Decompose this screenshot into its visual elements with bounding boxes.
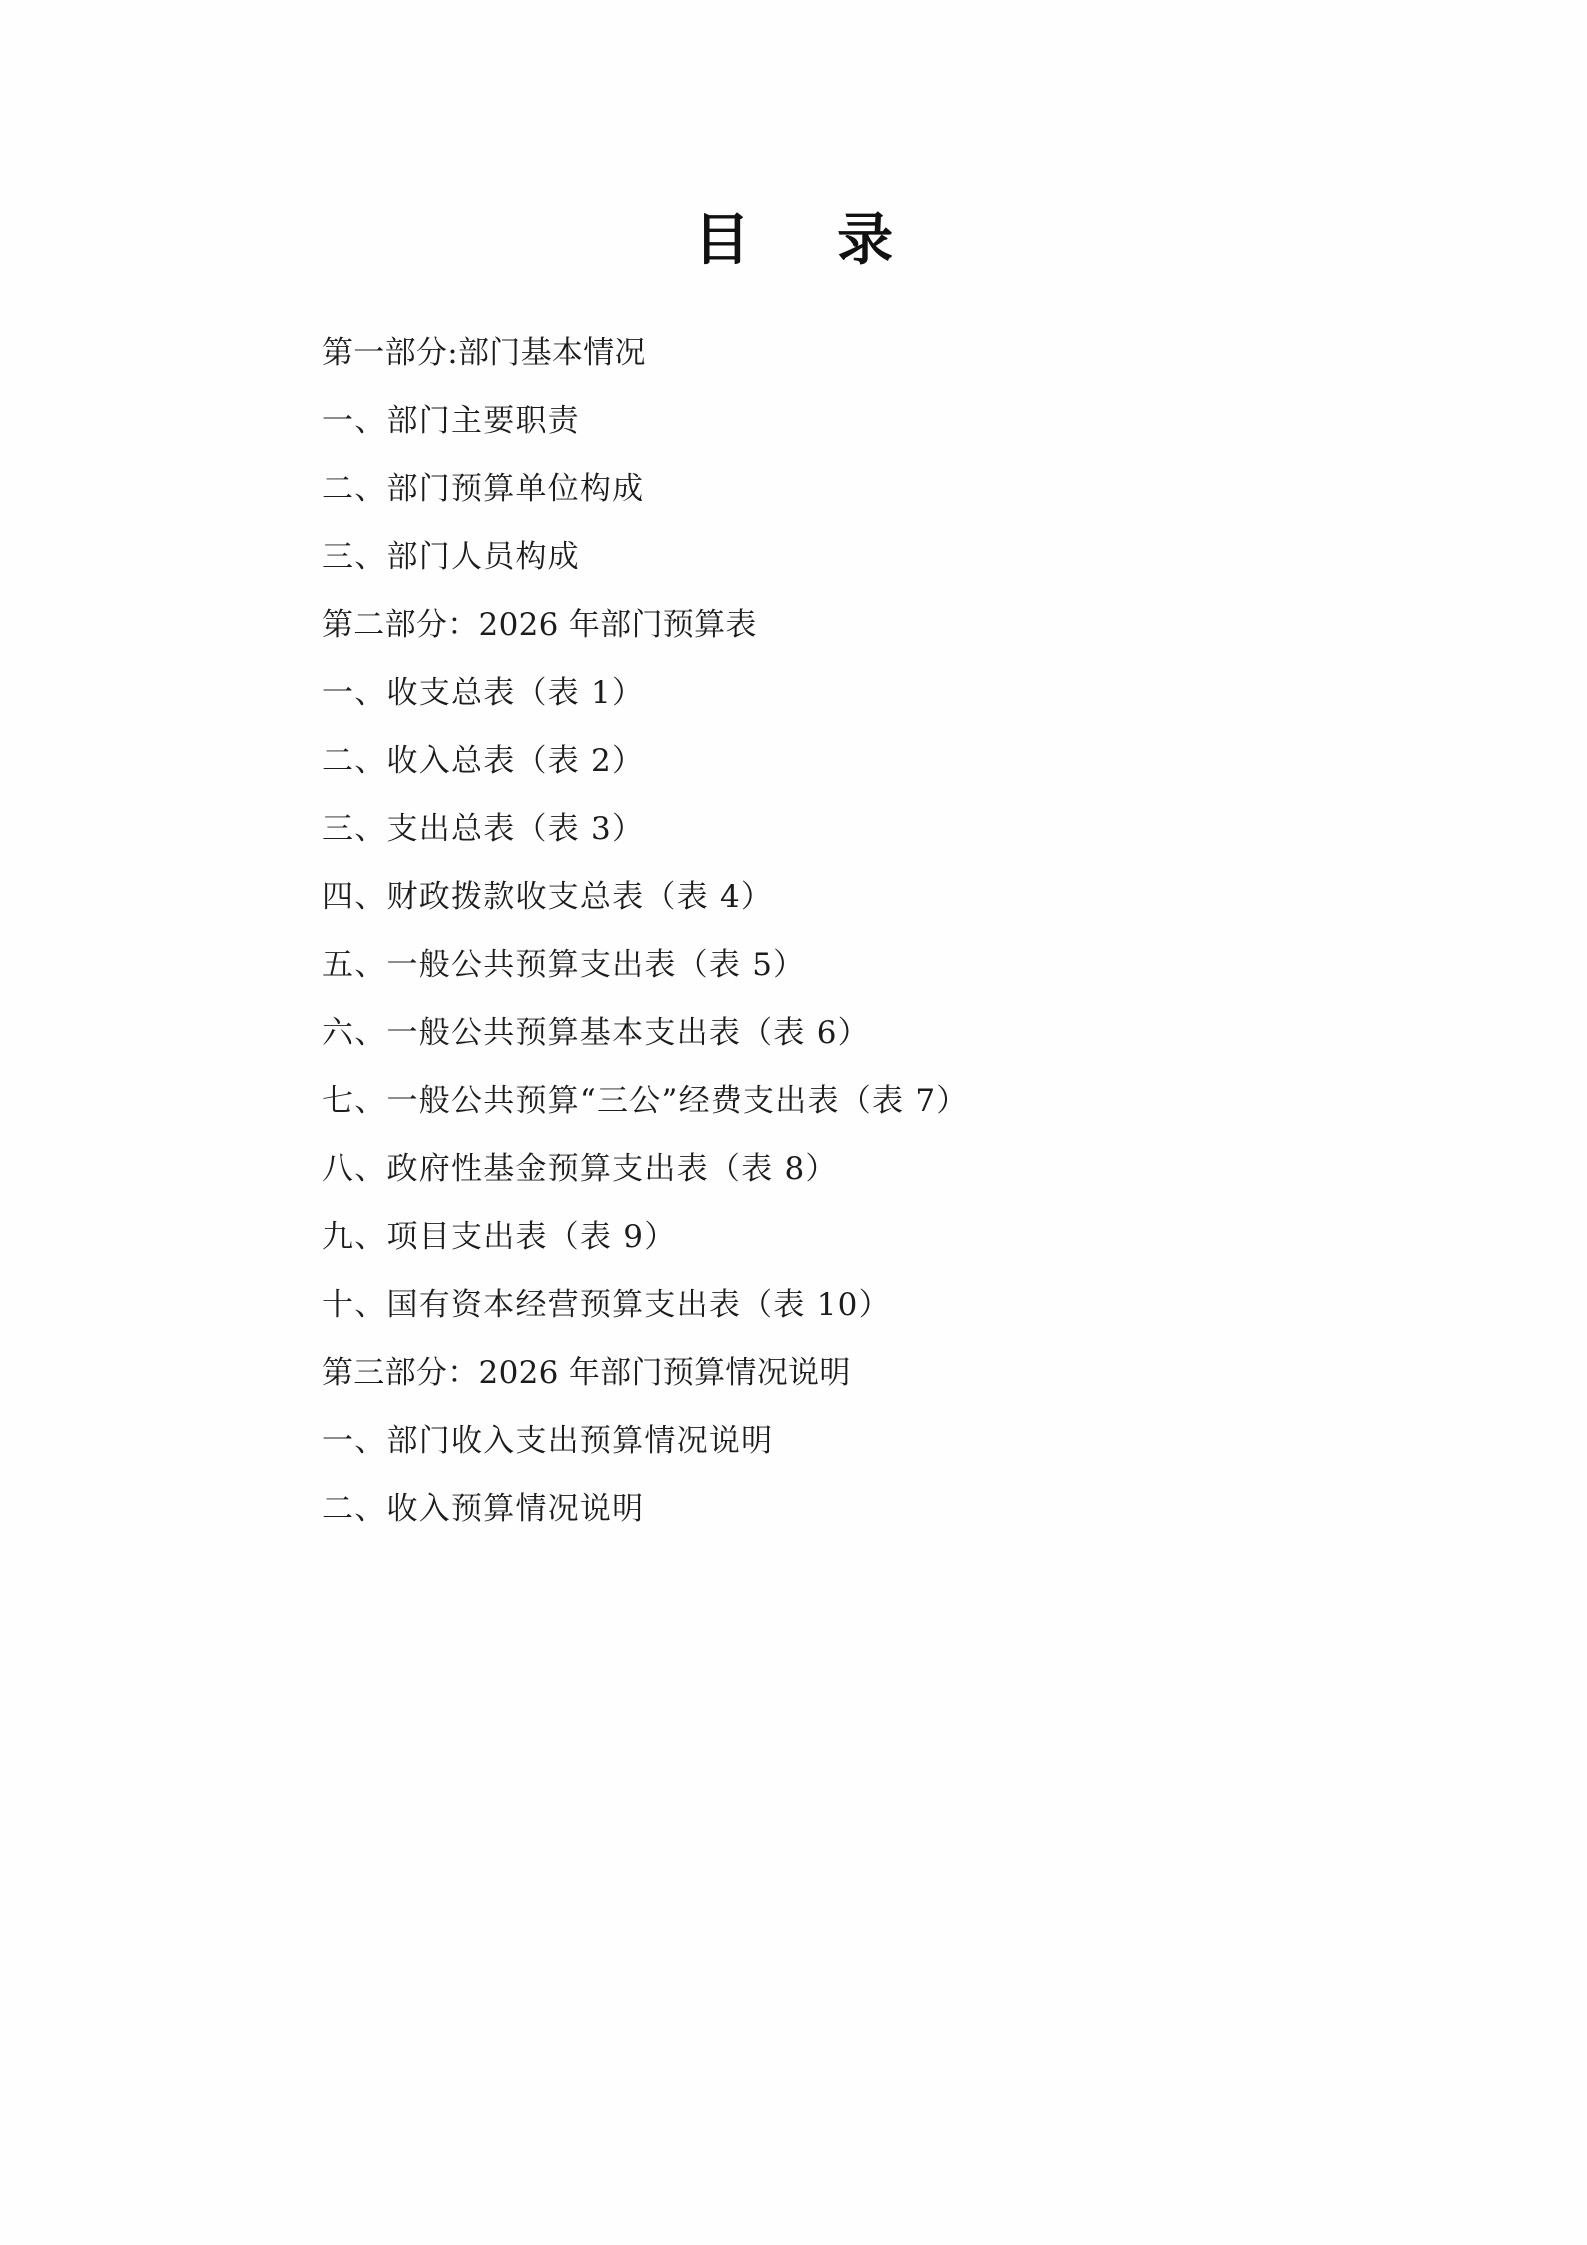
toc-entry-1-2[interactable]: 二、部门预算单位构成 xyxy=(322,471,645,507)
toc-entry-part-3[interactable]: 第三部分：2026 年部门预算情况说明 xyxy=(322,1355,851,1391)
toc-entry-2-10[interactable]: 十、国有资本经营预算支出表（表 10） xyxy=(322,1287,891,1323)
toc-entry-3-2[interactable]: 二、收入预算情况说明 xyxy=(322,1491,645,1527)
toc-entry-2-8[interactable]: 八、政府性基金预算支出表（表 8） xyxy=(322,1151,838,1187)
toc-entry-2-1[interactable]: 一、收支总表（表 1） xyxy=(322,675,645,711)
toc-entry-2-3[interactable]: 三、支出总表（表 3） xyxy=(322,811,645,847)
toc-entry-2-7[interactable]: 七、一般公共预算“三公”经费支出表（表 7） xyxy=(322,1083,969,1119)
toc-entry-part-2[interactable]: 第二部分：2026 年部门预算表 xyxy=(322,607,757,643)
toc-entry-2-5[interactable]: 五、一般公共预算支出表（表 5） xyxy=(322,947,806,983)
toc-entry-part-1[interactable]: 第一部分:部门基本情况 xyxy=(322,335,646,371)
page-title: 目 录 xyxy=(693,207,909,273)
toc-entry-1-1[interactable]: 一、部门主要职责 xyxy=(322,403,580,439)
toc-entry-2-9[interactable]: 九、项目支出表（表 9） xyxy=(322,1219,677,1255)
table-of-contents xyxy=(0,335,1587,1527)
toc-entry-2-6[interactable]: 六、一般公共预算基本支出表（表 6） xyxy=(322,1015,870,1051)
toc-entry-1-3[interactable]: 三、部门人员构成 xyxy=(322,539,580,575)
toc-entry-3-1[interactable]: 一、部门收入支出预算情况说明 xyxy=(322,1423,774,1459)
toc-entry-2-4[interactable]: 四、财政拨款收支总表（表 4） xyxy=(322,879,774,915)
toc-entry-2-2[interactable]: 二、收入总表（表 2） xyxy=(322,743,645,779)
